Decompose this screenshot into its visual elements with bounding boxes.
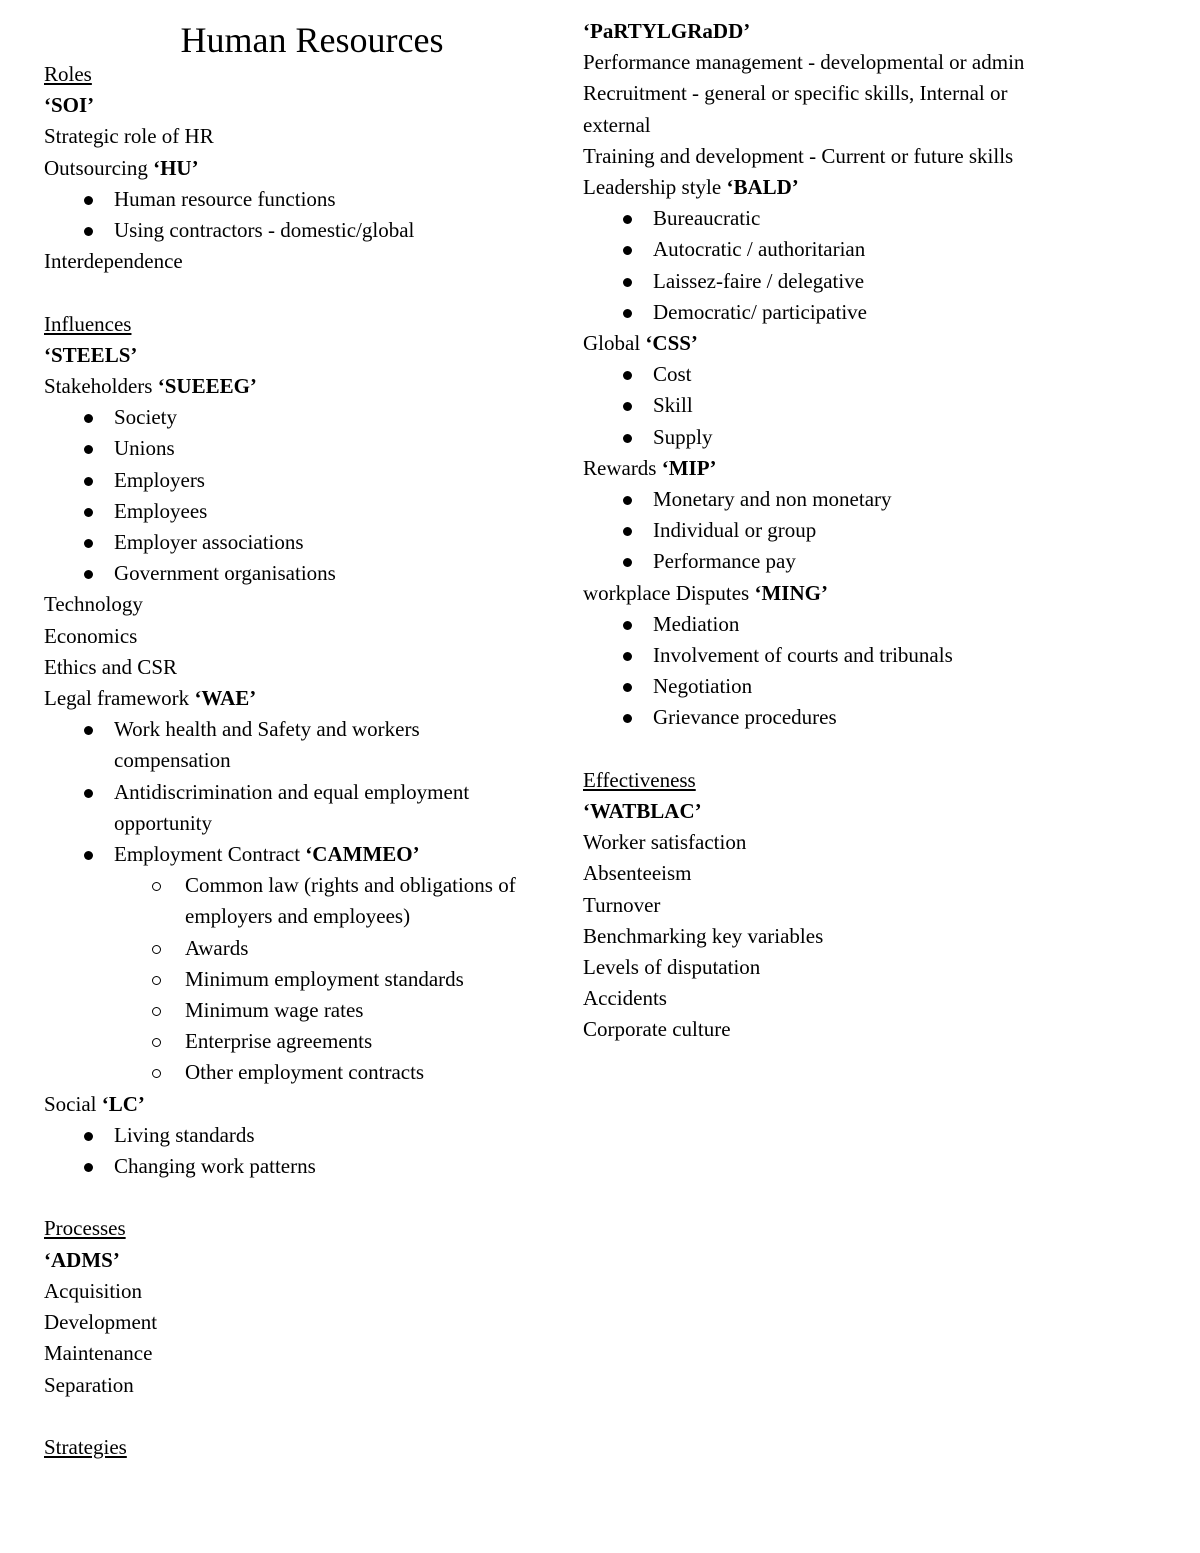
rewards-line	[583, 453, 1143, 484]
list-item: Unions	[44, 433, 564, 464]
list-item	[44, 839, 564, 870]
list-item: Using contractors - domestic/global	[44, 215, 564, 246]
list-item: Involvement of courts and tribunals	[583, 640, 1143, 671]
influences-heading: Influences	[44, 311, 132, 336]
bullet-icon	[623, 309, 632, 318]
list-item: Bureaucratic	[583, 203, 1143, 234]
list-item: Mediation	[583, 609, 1143, 640]
bullet-icon	[84, 1132, 93, 1141]
bullet-icon	[623, 683, 632, 692]
bullet-icon	[84, 414, 93, 423]
bullet-icon	[84, 196, 93, 205]
list-item: Antidiscrimination and equal employment opportunity	[44, 777, 524, 839]
effectiveness-item: Worker satisfaction	[583, 830, 747, 855]
list-item: Monetary and non monetary	[583, 484, 1143, 515]
list-item: Laissez-faire / delegative	[583, 266, 1143, 297]
circle-bullet-icon	[152, 945, 161, 954]
stakeholders-acronym: ‘SUEEEG’	[157, 374, 257, 399]
bullet-icon	[623, 652, 632, 661]
legal-line	[44, 683, 564, 714]
processes-item: Acquisition	[44, 1278, 142, 1303]
list-item: Society	[44, 402, 564, 433]
social-acronym: ‘LC’	[101, 1091, 145, 1116]
bullet-icon	[623, 434, 632, 443]
bullet-icon	[84, 851, 93, 860]
technology-line: Technology	[44, 592, 143, 617]
sub-list-item: Awards	[44, 933, 564, 964]
rewards-label: Rewards	[583, 455, 662, 480]
bullet-icon	[84, 570, 93, 579]
legal-acronym: ‘WAE’	[194, 686, 257, 711]
influences-acronym: ‘STEELS’	[44, 342, 138, 367]
bullet-icon	[623, 714, 632, 723]
ethics-line: Ethics and CSR	[44, 654, 178, 679]
outsourcing-acronym: ‘HU’	[153, 155, 199, 180]
list-item: Cost	[583, 359, 1143, 390]
economics-line: Economics	[44, 623, 138, 648]
stakeholders-label: Stakeholders	[44, 374, 158, 399]
bullet-icon	[84, 477, 93, 486]
bullet-icon	[84, 789, 93, 798]
training-line: Training and development - Current or future skills	[583, 143, 1014, 168]
contract-label: Employment Contract	[114, 842, 306, 867]
roles-interdependence: Interdependence	[44, 249, 183, 274]
disputes-label: workplace Disputes	[583, 580, 755, 605]
roles-acronym: ‘SOI’	[44, 93, 95, 118]
strategies-heading: Strategies	[44, 1434, 127, 1459]
circle-bullet-icon	[152, 976, 161, 985]
left-column	[44, 16, 564, 1463]
sub-list-item: Minimum employment standards	[44, 964, 564, 995]
bullet-icon	[623, 558, 632, 567]
legal-label: Legal framework	[44, 686, 195, 711]
page-title: Human Resources	[180, 20, 444, 60]
bullet-icon	[623, 246, 632, 255]
bullet-icon	[84, 508, 93, 517]
effectiveness-item: Turnover	[583, 892, 661, 917]
sub-list-item: Common law (rights and obligations of employers and employees)	[44, 870, 560, 932]
leadership-acronym: ‘BALD’	[726, 175, 799, 200]
list-item: Government organisations	[44, 558, 564, 589]
list-item: Changing work patterns	[44, 1151, 564, 1182]
roles-strategic: Strategic role of HR	[44, 124, 214, 149]
processes-item: Maintenance	[44, 1341, 153, 1366]
global-acronym: ‘CSS’	[645, 331, 698, 356]
effectiveness-item: Benchmarking key variables	[583, 923, 824, 948]
rewards-acronym: ‘MIP’	[661, 455, 717, 480]
list-item: Human resource functions	[44, 184, 564, 215]
bullet-icon	[84, 1163, 93, 1172]
list-item: Individual or group	[583, 515, 1143, 546]
social-line	[44, 1089, 564, 1120]
bullet-icon	[623, 527, 632, 536]
contract-acronym: ‘CAMMEO’	[305, 842, 420, 867]
bullet-icon	[84, 726, 93, 735]
circle-bullet-icon	[152, 882, 161, 891]
list-item: Employers	[44, 465, 564, 496]
bullet-icon	[623, 215, 632, 224]
bullet-icon	[84, 445, 93, 454]
disputes-acronym: ‘MING’	[754, 580, 828, 605]
roles-outsourcing	[44, 153, 564, 184]
processes-acronym: ‘ADMS’	[44, 1247, 120, 1272]
list-item: Work health and Safety and workers compensation	[44, 714, 514, 776]
social-label: Social	[44, 1091, 102, 1116]
effectiveness-item: Levels of disputation	[583, 955, 761, 980]
circle-bullet-icon	[152, 1007, 161, 1016]
effectiveness-heading: Effectiveness	[583, 767, 696, 792]
bullet-icon	[623, 621, 632, 630]
circle-bullet-icon	[152, 1069, 161, 1078]
effectiveness-item: Corporate culture	[583, 1017, 731, 1042]
bullet-icon	[623, 278, 632, 287]
list-item: Living standards	[44, 1120, 564, 1151]
bullet-icon	[623, 496, 632, 505]
list-item: Democratic/ participative	[583, 297, 1143, 328]
processes-item: Development	[44, 1310, 158, 1335]
bullet-icon	[84, 539, 93, 548]
list-item: Employees	[44, 496, 564, 527]
list-item: Employer associations	[44, 527, 564, 558]
bullet-icon	[623, 402, 632, 411]
processes-item: Separation	[44, 1372, 134, 1397]
list-item: Autocratic / authoritarian	[583, 234, 1143, 265]
outsourcing-label: Outsourcing	[44, 155, 154, 180]
performance-line: Performance management - developmental or admin	[583, 50, 1025, 75]
recruitment-line: Recruitment - general or specific skills, Internal or external	[583, 81, 1008, 137]
bullet-icon	[623, 371, 632, 380]
effectiveness-item: Absenteeism	[583, 861, 692, 886]
sub-list-item: Enterprise agreements	[44, 1026, 564, 1057]
roles-heading: Roles	[44, 62, 92, 86]
strategies-acronym: ‘PaRTYLGRaDD’	[583, 19, 751, 43]
leadership-label: Leadership style	[583, 175, 727, 200]
disputes-line	[583, 578, 1143, 609]
processes-heading: Processes	[44, 1216, 126, 1241]
global-label: Global	[583, 331, 646, 356]
list-item: Supply	[583, 422, 1143, 453]
stakeholders-line	[44, 371, 564, 402]
right-column	[583, 16, 1143, 1046]
list-item: Negotiation	[583, 671, 1143, 702]
sub-list-item: Minimum wage rates	[44, 995, 564, 1026]
leadership-line	[583, 172, 1143, 203]
effectiveness-item: Accidents	[583, 986, 667, 1011]
sub-list-item: Other employment contracts	[44, 1057, 564, 1088]
list-item: Skill	[583, 390, 1143, 421]
circle-bullet-icon	[152, 1038, 161, 1047]
effectiveness-acronym: ‘WATBLAC’	[583, 799, 702, 824]
bullet-icon	[84, 227, 93, 236]
list-item: Grievance procedures	[583, 702, 1143, 733]
global-line	[583, 328, 1143, 359]
list-item: Performance pay	[583, 546, 1143, 577]
